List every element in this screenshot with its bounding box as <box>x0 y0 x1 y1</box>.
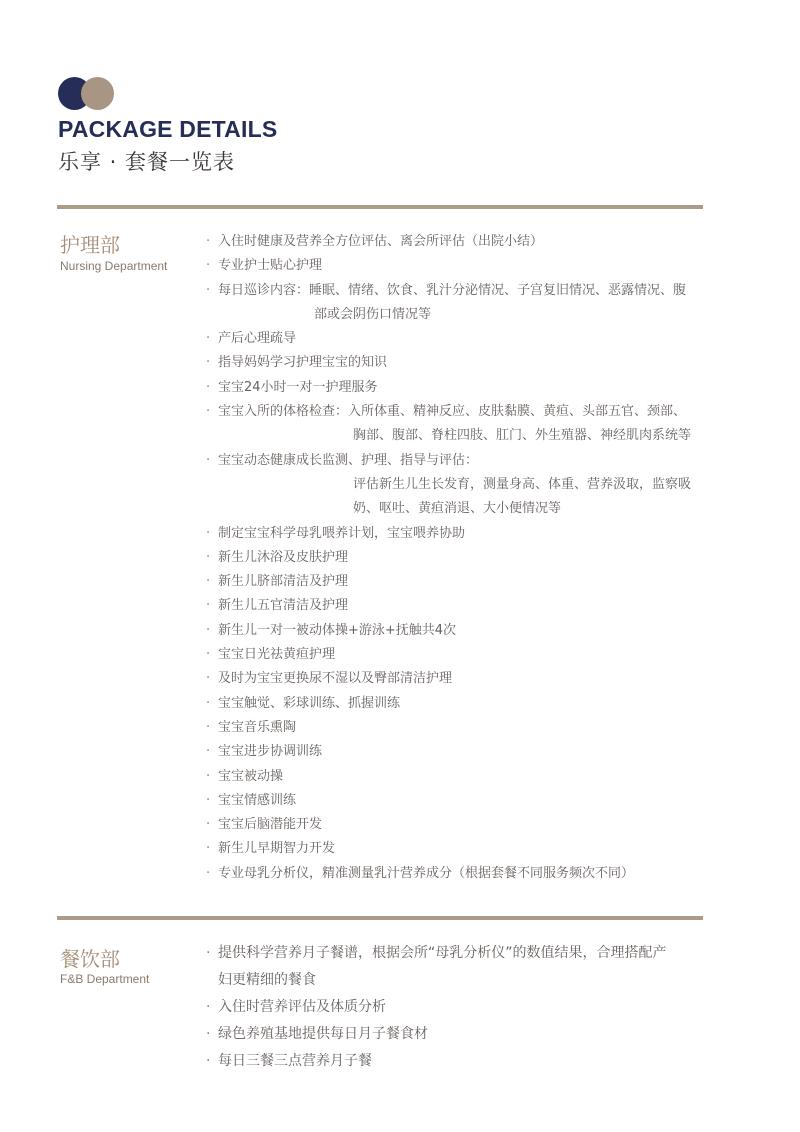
list-item <box>204 327 704 351</box>
list-item <box>204 449 704 522</box>
list-item-text: 产后心理疏导 <box>218 331 297 347</box>
list-item-text: 宝宝日光祛黄疸护理 <box>218 647 336 663</box>
list-item-text: 宝宝进步协调训练 <box>218 744 323 760</box>
list-item <box>204 1021 704 1048</box>
list-item-continuation: 妇更精细的餐食 <box>218 972 316 988</box>
list-item-continuation: 胸部、腹部、脊柱四肢、肛门、外生殖器、神经肌肉系统等 <box>353 428 692 444</box>
list-item-text: 宝宝被动操 <box>218 768 284 784</box>
list-item-text: 新生儿沐浴及皮肤护理 <box>218 549 349 565</box>
list-item-text: 宝宝动态健康成长监测、护理、指导与评估： <box>218 452 479 468</box>
list-item <box>204 862 704 886</box>
list-item <box>204 376 704 400</box>
fb-section-subtitle: F&B Department <box>60 972 150 986</box>
list-item-text: 入住时健康及营养全方位评估、离会所评估（出院小结） <box>218 234 544 249</box>
list-item <box>204 765 704 789</box>
nursing-section-title: 护理部 <box>60 233 120 257</box>
list-item <box>204 546 704 570</box>
list-item <box>204 837 704 861</box>
list-item-continuation: 奶、呕吐、黄疸消退、大小便情况等 <box>353 501 562 517</box>
list-item-text: 绿色养殖基地提供每日月子餐食材 <box>218 1026 428 1042</box>
nursing-service-list <box>204 230 704 886</box>
list-item <box>204 594 704 618</box>
section-divider-top <box>57 205 703 209</box>
list-item-text: 新生儿脐部清洁及护理 <box>218 574 349 590</box>
page-title-cn: 乐享 · 套餐一览表 <box>58 150 236 174</box>
list-item <box>204 230 704 254</box>
list-item <box>204 813 704 837</box>
list-item <box>204 994 704 1021</box>
list-item-text: 及时为宝宝更换尿不湿以及臀部清洁护理 <box>218 671 453 687</box>
list-item <box>204 351 704 375</box>
list-item-text: 新生儿一对一被动体操+游泳+抚触共4次 <box>218 622 457 638</box>
list-item <box>204 522 704 546</box>
list-item-text: 制定宝宝科学母乳喂养计划，宝宝喂养协助 <box>218 525 466 541</box>
list-item <box>204 254 704 278</box>
list-item-text: 提供科学营养月子餐谱，根据会所“母乳分析仪”的数值结果，合理搭配产 <box>218 945 667 961</box>
tan-circle-icon <box>81 77 114 110</box>
list-item-text: 入住时营养评估及体质分析 <box>218 999 386 1015</box>
list-item-text: 专业护士贴心护理 <box>218 258 323 274</box>
list-item <box>204 940 704 994</box>
fb-service-list <box>204 940 704 1075</box>
list-item-text: 指导妈妈学习护理宝宝的知识 <box>218 355 388 371</box>
list-item <box>204 789 704 813</box>
list-item <box>204 740 704 764</box>
list-item-text: 每日三餐三点营养月子餐 <box>218 1053 372 1069</box>
list-item-text: 每日巡诊内容：睡眠、情绪、饮食、乳汁分泌情况、子宫复旧情况、恶露情况、腹 <box>218 282 687 298</box>
list-item-text: 新生儿早期智力开发 <box>218 841 336 857</box>
list-item-text: 宝宝触觉、彩球训练、抓握训练 <box>218 695 401 711</box>
list-item-text: 专业母乳分析仪，精准测量乳汁营养成分（根据套餐不同服务频次不同） <box>218 865 635 881</box>
list-item-text: 新生儿五官清洁及护理 <box>218 598 349 614</box>
list-item-continuation: 评估新生儿生长发育，测量身高、体重、营养汲取，监察吸 <box>353 476 692 492</box>
list-item <box>204 570 704 594</box>
section-divider-middle <box>57 916 703 920</box>
list-item <box>204 692 704 716</box>
list-item <box>204 1048 704 1075</box>
list-item <box>204 619 704 643</box>
list-item-text: 宝宝后脑潜能开发 <box>218 817 323 833</box>
list-item-text: 宝宝24小时一对一护理服务 <box>218 379 378 395</box>
list-item <box>204 643 704 667</box>
fb-section-title: 餐饮部 <box>60 947 120 971</box>
list-item <box>204 400 704 449</box>
list-item <box>204 667 704 691</box>
page-title-en: PACKAGE DETAILS <box>58 116 278 142</box>
list-item-text: 宝宝入所的体格检查：入所体重、精神反应、皮肤黏膜、黄疸、头部五官、颈部、 <box>218 404 687 420</box>
list-item <box>204 279 704 328</box>
list-item <box>204 716 704 740</box>
brand-logo <box>58 77 118 111</box>
list-item-continuation: 部或会阴伤口情况等 <box>314 306 432 322</box>
list-item-text: 宝宝情感训练 <box>218 792 297 808</box>
list-item-text: 宝宝音乐熏陶 <box>218 719 297 735</box>
nursing-section-subtitle: Nursing Department <box>60 259 168 273</box>
